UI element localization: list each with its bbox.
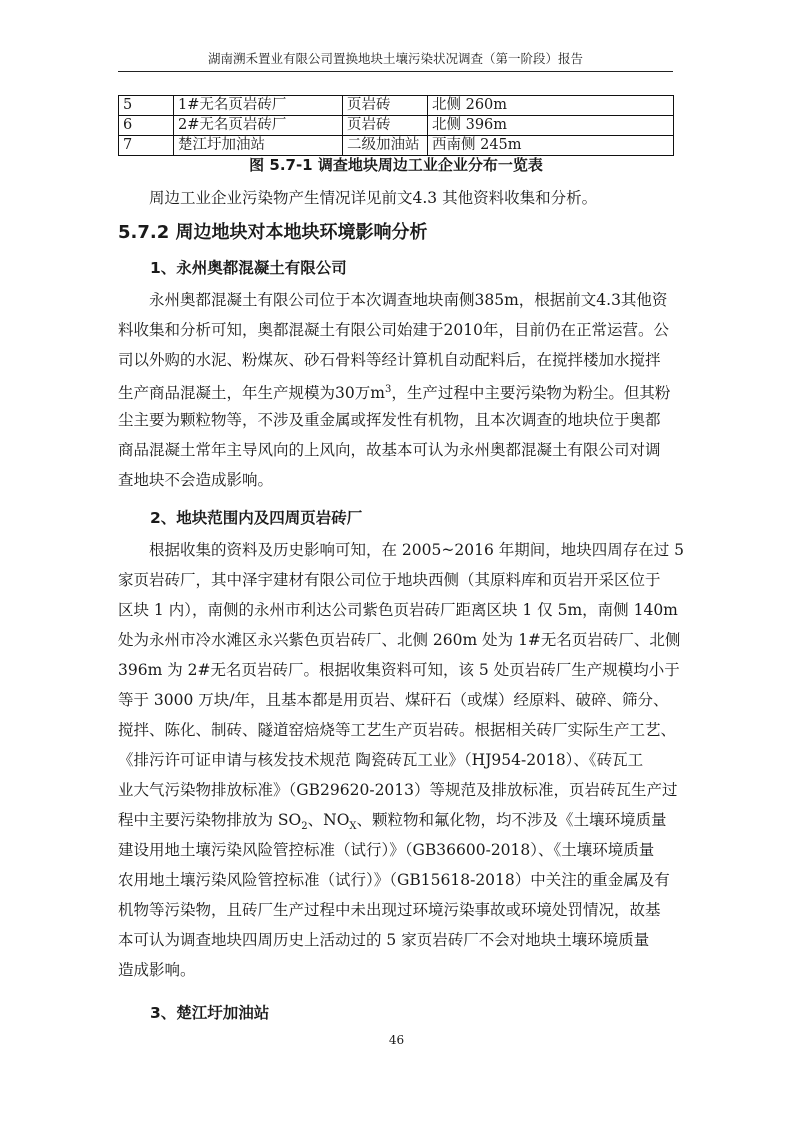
- section-heading: 5.7.2 周边地块对本地块环境影响分析: [118, 222, 428, 243]
- running-header: 湖南溯禾置业有限公司置换地块土壤污染状况调查（第一阶段）报告: [207, 51, 583, 66]
- paragraph-line: 造成影响。: [118, 961, 196, 979]
- table-cell: 西南侧 245m: [428, 136, 674, 156]
- paragraph-line: 处为永州市冷水滩区永兴紫色页岩砖厂、北侧 260m 处为 1#无名页岩砖厂、北侧: [118, 631, 681, 649]
- paragraph-line: 《排污许可证申请与核发技术规范 陶瓷砖瓦工业》（HJ954-2018）、《砖瓦工: [118, 751, 644, 769]
- table-cell: 5: [119, 96, 174, 116]
- paragraph-line: 等于 3000 万块/年，且基本都是用页岩、煤矸石（或煤）经原料、破碎、筛分、: [118, 691, 669, 709]
- paragraph-line: 396m 为 2#无名页岩砖厂。根据收集资料可知，该 5 处页岩砖厂生产规模均小于: [118, 661, 680, 679]
- table-cell: 6: [119, 116, 174, 136]
- paragraph-line: 商品混凝土常年主导风向的上风向，故基本可认为永州奥都混凝土有限公司对调: [118, 441, 661, 459]
- table-row: [119, 136, 674, 156]
- header-divider: [118, 71, 673, 72]
- subscript: X: [349, 821, 357, 833]
- paragraph-line: 搅拌、陈化、制砖、隧道窑焙烧等工艺生产页岩砖。根据相关砖厂实际生产工艺、: [118, 721, 677, 739]
- table-row: [119, 116, 674, 136]
- paragraph-line: 尘主要为颗粒物等，不涉及重金属或挥发性有机物，且本次调查的地块位于奥都: [118, 411, 661, 429]
- table-cell: 7: [119, 136, 174, 156]
- superscript: 3: [384, 384, 392, 395]
- subscript: 2: [301, 821, 308, 833]
- subsection-heading-3: 3、楚江圩加油站: [150, 1004, 270, 1022]
- table-row: [119, 96, 674, 116]
- table-cell: 二级加油站: [343, 136, 428, 156]
- paragraph-line: 区块 1 内），南侧的永州市利达公司紫色页岩砖厂距离区块 1 仅 5m，南侧 140m: [118, 601, 678, 619]
- paragraph-line: 查地块不会造成影响。: [118, 471, 274, 489]
- paragraph-line: 程中主要污染物排放为 $SO_2$、$NO_X$、颗粒物和氟化物，均不涉及《土壤环境质量: [118, 811, 667, 833]
- paragraph-line: 机物等污染物，且砖厂生产过程中未出现过环境污染事故或环境处罚情况，故基: [118, 901, 661, 919]
- paragraph-line: 农用地土壤污染风险管控标准（试行）》（GB15618-2018）中关注的重金属及有: [118, 871, 670, 889]
- table-cell: 北侧 260m: [428, 96, 674, 116]
- intro-paragraph: [118, 183, 674, 213]
- paragraph-line: 司以外购的水泥、粉煤灰、砂石骨料等经计算机自动配料后，在搅拌楼加水搅拌: [118, 351, 661, 369]
- paragraph-line: 周边工业企业污染物产生情况详见前文4.3 其他资料收集和分析。: [149, 189, 598, 207]
- paragraph-line: 本可认为调查地块四周历史上活动过的 5 家页岩砖厂不会对地块土壤环境质量: [118, 931, 650, 949]
- table-caption: 图 5.7-1 调查地块周边工业企业分布一览表: [249, 156, 543, 174]
- paragraph-line: 根据收集的资料及历史影响可知，在 2005~2016 年期间，地块四周存在过 5: [149, 541, 685, 559]
- paragraph-line: 建设用地土壤污染风险管控标准（试行）》（GB36600-2018）、《土壤环境质量: [118, 841, 655, 859]
- table-cell: 1#无名页岩砖厂: [174, 96, 343, 116]
- table-cell: 页岩砖: [343, 96, 428, 116]
- paragraph-aodu: [118, 285, 674, 495]
- paragraph-line: 永州奥都混凝土有限公司位于本次调查地块南侧385m，根据前文4.3其他资: [149, 291, 668, 309]
- paragraph-line: 业大气污染物排放标准》（GB29620-2013）等规范及排放标准，页岩砖瓦生产过: [118, 781, 678, 799]
- paragraph-line: 生产商品混凝土，年生产规模为30万$m^3$，生产过程中主要污染物为粉尘。但其粉: [118, 384, 671, 403]
- table-cell: 北侧 396m: [428, 116, 674, 136]
- table-cell: 2#无名页岩砖厂: [174, 116, 343, 136]
- page-number: 46: [388, 1033, 405, 1047]
- paragraph-brickworks: [118, 535, 685, 985]
- subsection-heading-2: 2、地块范围内及四周页岩砖厂: [150, 509, 363, 527]
- subsection-heading-1: 1、永州奥都混凝土有限公司: [150, 259, 347, 277]
- table-cell: 页岩砖: [343, 116, 428, 136]
- enterprise-table: [118, 95, 674, 156]
- paragraph-line: 料收集和分析可知，奥都混凝土有限公司始建于2010年，目前仍在正常运营。公: [118, 321, 669, 339]
- table-cell: 楚江圩加油站: [174, 136, 343, 156]
- paragraph-line: 家页岩砖厂，其中泽宇建材有限公司位于地块西侧（其原料库和页岩开采区位于: [118, 571, 661, 589]
